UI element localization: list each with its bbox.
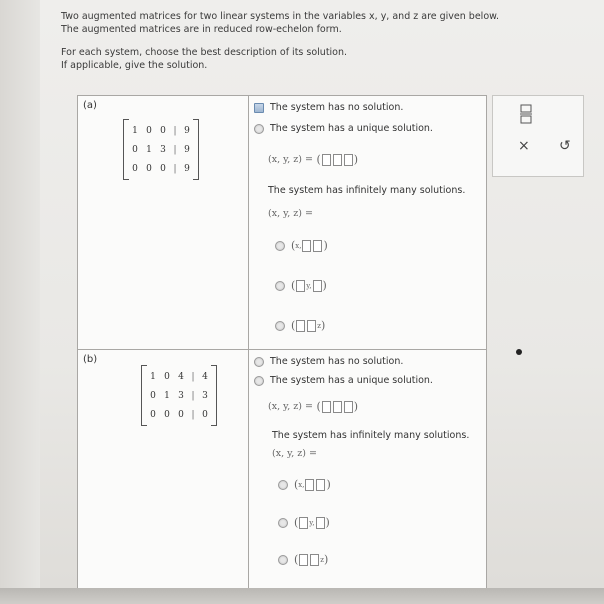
matrix-cell: 0 — [132, 144, 138, 155]
matrix-cell: 0 — [132, 163, 138, 174]
part-b-infinite-choice-3[interactable] — [278, 553, 328, 566]
fraction-icon[interactable] — [520, 104, 532, 124]
answer-box[interactable] — [322, 401, 331, 413]
open-paren: ( — [294, 478, 299, 491]
part-a — [78, 96, 486, 350]
intro-line-2: The augmented matrices are in reduced row-echelon form. — [61, 24, 342, 35]
matrix-cell: 4 — [178, 371, 184, 382]
part-a-label: (a) — [83, 100, 97, 111]
radio-button[interactable] — [254, 124, 264, 134]
matrix-cell: 9 — [184, 163, 190, 174]
matrix-cell: 1 — [164, 390, 170, 401]
part-a-no-solution-option[interactable] — [254, 102, 403, 113]
matrix-cell: 0 — [160, 125, 166, 136]
variable-text: y, — [309, 518, 315, 527]
intro-line-4: If applicable, give the solution. — [61, 60, 208, 71]
matrix-row — [146, 386, 212, 405]
matrix-cell: 0 — [150, 390, 156, 401]
part-a-infinite-choice-3[interactable] — [275, 319, 325, 332]
part-b-unique-option[interactable] — [254, 375, 433, 386]
part-a-unique-option[interactable] — [254, 123, 433, 134]
radio-button[interactable] — [275, 241, 285, 251]
part-b-matrix-cell — [78, 350, 249, 588]
math-toolbar — [492, 95, 584, 177]
open-paren: ( — [294, 553, 299, 566]
augment-bar: | — [191, 390, 195, 401]
radio-button[interactable] — [254, 376, 264, 386]
close-paren: ) — [326, 478, 331, 491]
instructions-para-1 — [61, 10, 499, 36]
variable-text: x, — [295, 241, 302, 250]
part-b-matrix — [141, 365, 217, 426]
option-label: The system has no solution. — [270, 356, 404, 367]
part-b-infinite-eq — [272, 448, 317, 459]
option-label: The system has infinitely many solutions. — [268, 185, 466, 196]
intro-line-3: For each system, choose the best description of its solution. — [61, 47, 348, 58]
augment-bar: | — [173, 163, 177, 174]
answer-box[interactable] — [333, 401, 342, 413]
answer-box[interactable] — [344, 401, 353, 413]
matrix-cell: 0 — [164, 409, 170, 420]
matrix-row — [146, 367, 212, 386]
close-paren: ) — [321, 319, 326, 332]
variable-text: z — [317, 321, 321, 330]
matrix-cell: 9 — [184, 144, 190, 155]
answer-box[interactable] — [302, 240, 311, 252]
answer-box[interactable] — [313, 240, 322, 252]
radio-button[interactable] — [254, 103, 264, 113]
matrix-row — [146, 405, 212, 424]
option-label: The system has infinitely many solutions. — [272, 430, 470, 441]
part-a-infinite-label — [268, 185, 465, 196]
matrix-cell: 0 — [178, 409, 184, 420]
answer-box[interactable] — [307, 320, 316, 332]
radio-button[interactable] — [275, 321, 285, 331]
part-a-infinite-choice-2[interactable] — [275, 279, 327, 292]
part-a-unique-answer — [268, 153, 358, 166]
close-paren: ) — [322, 279, 327, 292]
part-a-matrix-cell — [78, 96, 249, 349]
close-paren: ) — [324, 553, 329, 566]
matrix-row — [128, 159, 194, 178]
matrix-cell: 3 — [178, 390, 184, 401]
augment-bar: | — [191, 371, 195, 382]
undo-icon[interactable]: ↺ — [559, 138, 571, 154]
variable-text: z — [320, 555, 324, 564]
close-paren: ) — [323, 239, 328, 252]
answer-box[interactable] — [310, 554, 319, 566]
augment-bar: | — [191, 409, 195, 420]
equation-label: (x, y, z) = — [268, 401, 313, 412]
matrix-cell: 0 — [146, 125, 152, 136]
bottom-band — [0, 588, 604, 604]
part-a-matrix — [123, 119, 199, 180]
left-edge — [0, 0, 40, 604]
matrix-cell: 1 — [146, 144, 152, 155]
part-b-no-solution-option[interactable] — [254, 356, 403, 367]
radio-button[interactable] — [275, 281, 285, 291]
part-b-infinite-choice-1[interactable] — [278, 478, 331, 491]
close-paren: ) — [325, 516, 330, 529]
matrix-cell: 3 — [160, 144, 166, 155]
part-b-unique-answer — [268, 400, 358, 413]
matrix-cell: 9 — [184, 125, 190, 136]
part-a-infinite-eq — [268, 208, 313, 219]
part-a-options — [250, 96, 486, 349]
matrix-cell: 0 — [150, 409, 156, 420]
radio-button[interactable] — [254, 357, 264, 367]
matrix-cell: 0 — [164, 371, 170, 382]
matrix-row — [128, 121, 194, 140]
close-paren: ) — [353, 400, 359, 413]
part-b — [78, 350, 486, 588]
instructions — [61, 10, 499, 82]
option-label: The system has no solution. — [270, 102, 404, 113]
open-paren: ( — [291, 279, 296, 292]
option-label: The system has a unique solution. — [270, 123, 433, 134]
answer-box[interactable] — [322, 154, 331, 166]
instructions-para-2 — [61, 46, 499, 72]
option-label: The system has a unique solution. — [270, 375, 433, 386]
intro-line-1: Two augmented matrices for two linear systems in the variables x, y, and z are given below. — [61, 11, 500, 22]
open-paren: ( — [312, 153, 321, 166]
question-table — [77, 95, 487, 589]
matrix-cell: 0 — [160, 163, 166, 174]
open-paren: ( — [291, 319, 296, 332]
open-paren: ( — [294, 516, 299, 529]
answer-box[interactable] — [333, 154, 342, 166]
answer-box[interactable] — [313, 280, 322, 292]
augment-bar: | — [173, 144, 177, 155]
answer-box[interactable] — [299, 517, 308, 529]
variable-text: y, — [306, 281, 312, 290]
equation-label: (x, y, z) = — [272, 448, 317, 459]
variable-text: x, — [298, 480, 305, 489]
part-b-options — [250, 350, 486, 588]
equation-label: (x, y, z) = — [268, 154, 313, 165]
matrix-cell: 0 — [146, 163, 152, 174]
matrix-row — [128, 140, 194, 159]
augment-bar: | — [173, 125, 177, 136]
radio-button[interactable] — [278, 555, 288, 565]
matrix-cell: 0 — [202, 409, 208, 420]
answer-box[interactable] — [296, 320, 305, 332]
answer-box[interactable] — [316, 517, 325, 529]
part-b-infinite-label — [272, 430, 469, 441]
matrix-cell: 1 — [132, 125, 138, 136]
answer-box[interactable] — [344, 154, 353, 166]
open-paren: ( — [291, 239, 296, 252]
answer-box[interactable] — [299, 554, 308, 566]
equation-label: (x, y, z) = — [268, 208, 313, 219]
part-b-label: (b) — [83, 354, 98, 365]
answer-box[interactable] — [316, 479, 325, 491]
part-b-infinite-choice-2[interactable] — [278, 516, 330, 529]
screen-speck — [516, 349, 522, 355]
answer-box[interactable] — [305, 479, 314, 491]
clear-icon[interactable]: × — [518, 138, 530, 154]
matrix-cell: 3 — [202, 390, 208, 401]
radio-button[interactable] — [278, 480, 288, 490]
open-paren: ( — [312, 400, 321, 413]
answer-box[interactable] — [296, 280, 305, 292]
matrix-cell: 1 — [150, 371, 156, 382]
part-a-infinite-choice-1[interactable] — [275, 239, 328, 252]
radio-button[interactable] — [278, 518, 288, 528]
close-paren: ) — [353, 153, 359, 166]
matrix-cell: 4 — [202, 371, 208, 382]
